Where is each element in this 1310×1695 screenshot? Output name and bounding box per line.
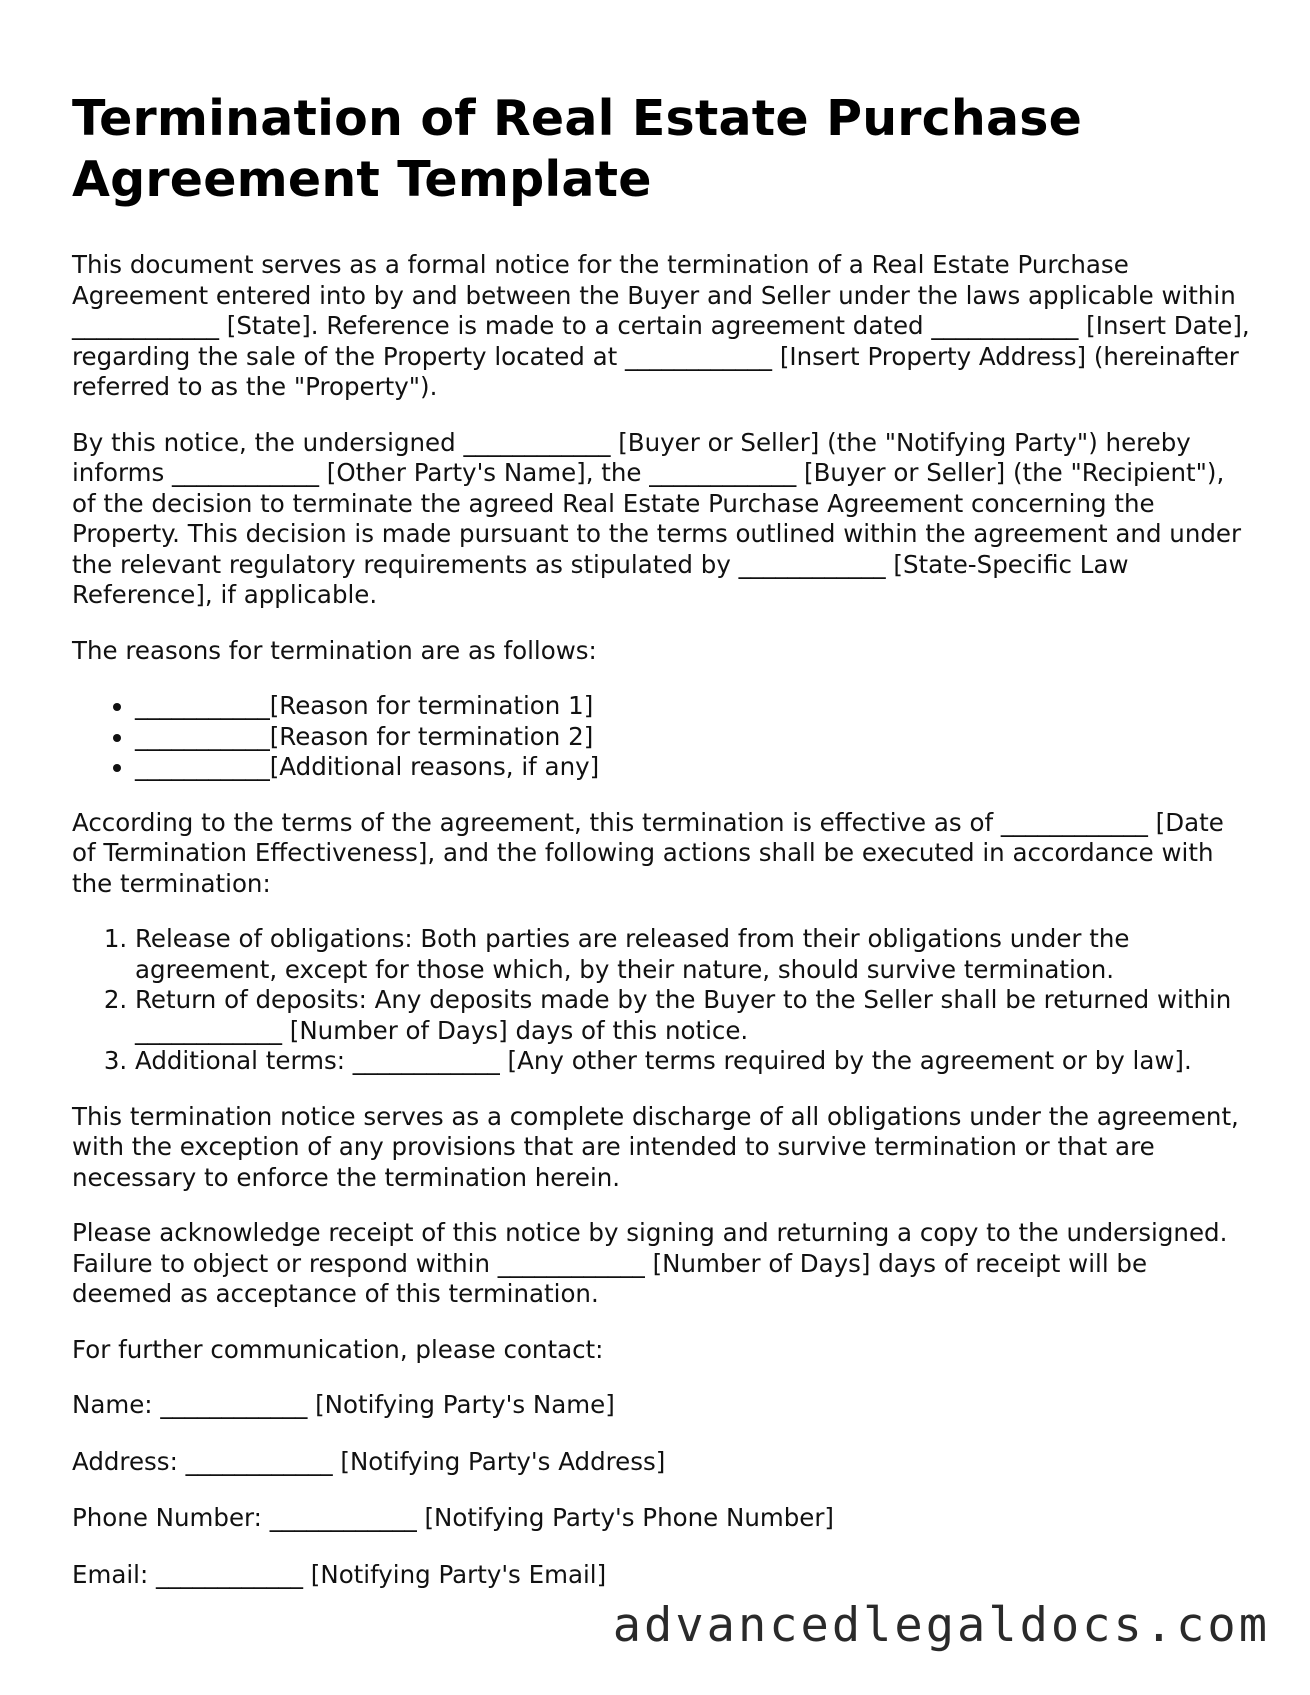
reason-item: • ___________[Additional reasons, if any] [135,752,1252,783]
watermark: advancedlegaldocs.com [612,1598,1270,1653]
acknowledge-paragraph: Please acknowledge receipt of this notice by signing and returning a copy to the undersigned. Failure to object or respond within ____________ [Number of Days] days of receipt will be deemed as acceptance of this termination. [72,1218,1228,1308]
contact-name: Name: ____________ [Notifying Party's Name] [72,1390,615,1419]
action-item: 3. Additional terms: ____________ [Any other terms required by the agreement or by law]. [135,1046,1252,1077]
reason-item: • ___________[Reason for termination 1] [135,691,1252,722]
contact-intro-paragraph: For further communication, please contact: [72,1334,604,1364]
reasons-list [72,691,1252,783]
action-item: 2. Return of deposits: Any deposits made by the Buyer to the Seller shall be returned within ____________ [Number of Days] days of this notice. [135,985,1252,1046]
document-page [72,88,1252,1616]
discharge-paragraph: This termination notice serves as a complete discharge of all obligations under the agreement, with the exception of any provisions that are intended to survive termination or that are necessary to enforce the termination herein. [72,1101,1239,1192]
action-item: 1. Release of obligations: Both parties are released from their obligations under the agreement, except for those which, by their nature, should survive termination. [135,924,1252,985]
notice-paragraph: By this notice, the undersigned ____________ [Buyer or Seller] (the "Notifying Party") hereby informs ____________ [Other Party's Name], the ____________ [Buyer or Seller] (the "Recipient"), of the decision to terminate the agreed Real Estate Purchase Agreement concerning the Property. This decision is made pursuant to the terms outlined within the agreement and under the relevant regulatory requirements as stipulated by ____________ [State-Specific Law Reference], if applicable. [72,427,1242,609]
intro-paragraph: This document serves as a formal notice for the termination of a Real Estate Purchase Agreement entered into by and between the Buyer and Seller under the laws applicable within ____________ [State]. Reference is made to a certain agreement dated ____________ [Insert Date], regarding the sale of the Property located at ____________ [Insert Property Address] (hereinafter referred to as the "Property"). [72,250,1250,401]
contact-email: Email: ____________ [Notifying Party's Email] [72,1559,607,1589]
reason-item: • ___________[Reason for termination 2] [135,722,1252,753]
effective-paragraph: According to the terms of the agreement, this termination is effective as of ____________ [Date of Termination Effectiveness], and the following actions shall be executed in accordance with the termination: [72,807,1224,898]
contact-phone: Phone Number: ____________ [Notifying Party's Phone Number] [72,1503,834,1532]
actions-list [72,924,1252,1077]
document-title: Termination of Real Estate Purchase Agreement Template [72,90,1083,208]
contact-address: Address: ____________ [Notifying Party's Address] [72,1446,666,1476]
reasons-intro-paragraph: The reasons for termination are as follows: [72,635,597,665]
